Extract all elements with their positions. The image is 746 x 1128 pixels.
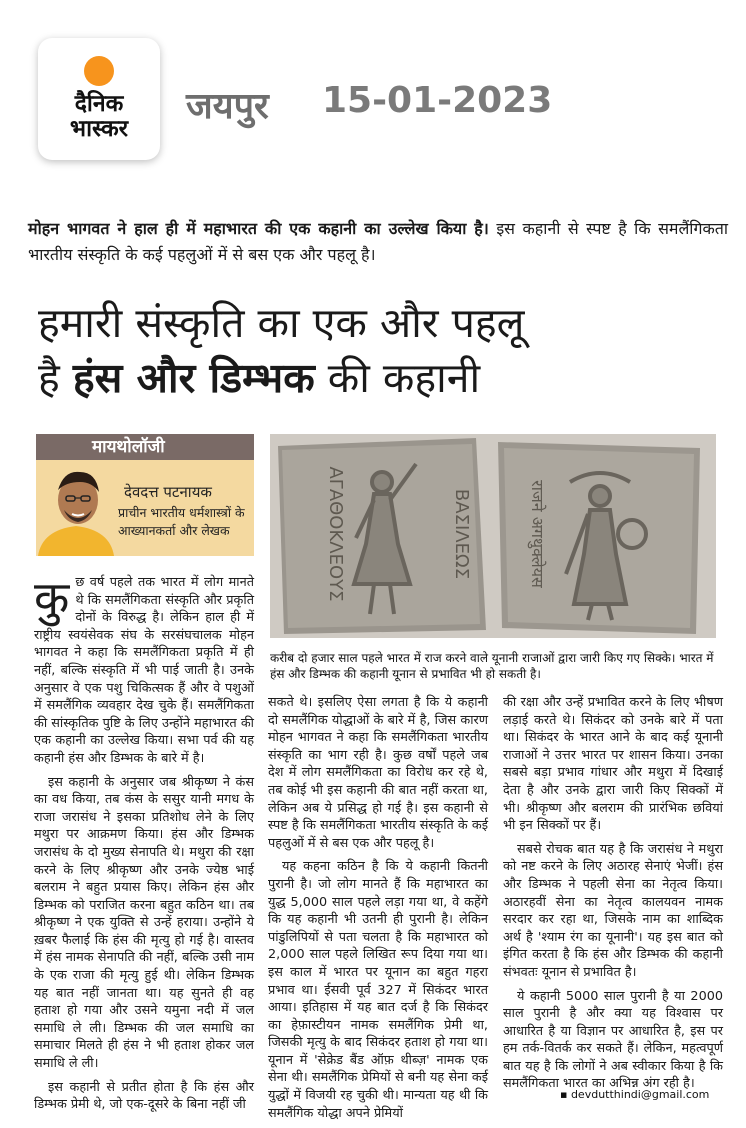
coin-photo [270, 434, 716, 638]
intro-rest: इस कहानी से स्पष्ट है कि समलैंगिकता भारतीय संस्कृति के कई पहलुओं में से बस एक और पहलू है। [28, 219, 729, 264]
paragraph: ये कहानी 5000 साल पुरानी है या 2000 साल पुरानी है और क्या यह विश्वास पर आधारित है या विज्ञान पर आधारित है, इस पर हम तर्क-वितर्क कर सकते हैं। लेकिन, महत्वपूर्ण बात यह है कि लोगों ने अब स्वीकार किया है कि समलैंगिकता भारत का अभिन्न अंग रही है। [503, 988, 723, 1092]
edition-city: जयपुर [186, 86, 269, 127]
email-icon: ▪ [560, 1088, 571, 1101]
headline-line2-pre: है [38, 354, 73, 402]
headline-line2-post: की कहानी [314, 354, 481, 402]
paragraph: यह कहना कठिन है कि ये कहानी कितनी पुरानी है। जो लोग मानते हैं कि महाभारत का युद्ध 5,000 साल पहले लड़ा गया था, वे कहेंगे कि यह कहानी भी उतनी ही पुरानी है। लेकिन पांडुलिपियों से पता चलता है कि महाभारत को 2,000 साल पहले लिखित रूप दिया गया था। इस काल में भारत पर यूनान का बहुत गहरा प्रभाव था। ईसवी पूर्व 327 में सिकंदर भारत आया। इतिहास में यह बात दर्ज है कि सिकंदर का हेफ़ास्टीयन नामक समलैंगिक प्रेमी था, जिसकी मृत्यु के बाद सिकंदर हताश हो गया था। यूनान में 'सेक्रेड बैंड ऑफ़ थीब्ज़' नामक एक सेना थी। समलैंगिक प्रेमियों से बनी यह सेना कई युद्धों में विजयी रह चुकी थी। मान्यता यह थी कि समलैंगिक योद्धा अपने प्रेमियों [268, 859, 488, 1121]
paragraph: की रक्षा और उन्हें प्रभावित करने के लिए भीषण लड़ाई करते थे। सिकंदर को उनके बारे में पता था। सिकंदर के भारत आने के बाद कई यूनानी राजाओं ने उत्तर भारत पर शासन किया। उनका सबसे बड़ा प्रभाव गांधार और मथुरा में दिखाई देता है और उनके द्वारा जारी किए सिक्कों में भी। श्रीकृष्ण और बलराम की प्रारंभिक छवियां भी इन सिक्कों पर हैं। [503, 695, 723, 834]
coin-right-legend: राजने अगथुक्लेयस [528, 480, 547, 588]
author-email [560, 1088, 709, 1101]
paragraph: सबसे रोचक बात यह है कि जरासंध ने मथुरा को नष्ट करने के लिए अठारह सेनाएं भेजीं। हंस और डिम्भक ने पहली सेना का नेतृत्व किया। अठारहवीं सेना का नेतृत्व कालयवन नामक सरदार कर रहा था, जिसके नाम का शाब्दिक अर्थ है 'श्याम रंग का यूनानी'। यह इस बात को इंगित करता है कि हंस और डिम्भक की कहानी संभवतः यूनान से प्रभावित है। [503, 841, 723, 980]
intro-paragraph [28, 216, 728, 268]
paragraph: इस कहानी के अनुसार जब श्रीकृष्ण ने कंस का वध किया, तब कंस के ससुर यानी मगध के राजा जरासंध ने इसका प्रतिशोध लेने के लिए मथुरा पर आक्रमण किया। हंस और डिम्भक जरासंध के दो मुख्य सेनापति थे। मथुरा की रक्षा करने के लिए श्रीकृष्ण और उनके ज्येष्ठ भाई बलराम ने बहुत प्रयास किए। लेकिन हंस और डिम्भक को पराजित करना बहुत कठिन था। तब श्रीकृष्ण ने एक युक्ति से उन्हें हराया। उन्होंने ये ख़बर फैलाई कि हंस की मृत्यु हो गई है। वास्तव में हंस नामक सेनापति की नहीं, बल्कि उसी नाम के एक राजा की मृत्यु हुई थी। लेकिन डिम्भक यह बात नहीं जानता था। यह सुनते ही वह हताश हो गया और उसने यमुना नदी में जल समाधि ले ली। डिम्भक की जल समाधि का समाचार मिलते ही हंस ने भी हताश होकर जल समाधि ले ली। [34, 774, 254, 1072]
paragraph: इस कहानी से प्रतीत होता है कि हंस और डिम्भक प्रेमी थे, जो एक-दूसरे के बिना नहीं जी [34, 1079, 254, 1113]
coin-left-legend: ΑΓΑΘΟΚΛΕΟΥΣ [325, 466, 346, 602]
paragraph-text: छ वर्ष पहले तक भारत में लोग मानते थे कि समलैंगिकता संस्कृति और प्रकृति दोनों के विरुद्ध है। लेकिन हाल ही में राष्ट्रीय स्वयंसेवक संघ के सरसंघचालक मोहन भागवत ने कहा कि समलैंगिकता प्रकृति में ही नहीं, बल्कि संस्कृति में भी पाई जाती है। उनके अनुसार वे एक पशु चिकित्सक हैं और वे पशुओं में समलैंगिक व्यवहार देख चुके हैं। समलैंगिकता की सांस्कृतिक पुष्टि के लिए उन्होंने महाभारत की एक कहानी का उल्लेख किया। सभा पर्व की यह कहानी हंस और डिम्भक के बारे में है। [34, 575, 254, 766]
intro-bold: मोहन भागवत ने हाल ही में महाभारत की एक कहानी का उल्लेख किया है। [28, 219, 489, 238]
headline-line2-bold: हंस और डिम्भक [72, 354, 315, 402]
email-text: devdutthindi@gmail.com [570, 1088, 710, 1101]
headline-line1: हमारी संस्कृति का एक और पहलू [38, 299, 525, 347]
logo-text-line2: भास्कर [69, 116, 129, 142]
sun-icon [84, 56, 114, 86]
body-column-3 [503, 694, 723, 1099]
body-column-2 [268, 694, 488, 1128]
body-column-1 [34, 571, 254, 1120]
author-photo [36, 460, 116, 556]
paragraph: सकते थे। इसलिए ऐसा लगता है कि ये कहानी दो समलैंगिक योद्धाओं के बारे में है, जिस कारण मोहन भागवत ने कहा कि समलैंगिकता भारतीय संस्कृति का भाग रही है। कुछ वर्षों पहले जब देश में लोग समलैंगिकता का विरोध कर रहे थे, तब कोई भी इस कहानी की बात नहीं करता था, लेकिन अब ये प्रसिद्ध हो गई है। इस कहानी से स्पष्ट है कि समलैंगिकता भारतीय संस्कृति के कई पहलुओं में से बस एक और पहलू है। [268, 695, 488, 851]
coin-caption: करीब दो हजार साल पहले भारत में राज करने वाले यूनानी राजाओं द्वारा जारी किए गए सिक्के। भारत में हंस और डिम्भक की कहानी यूनान से प्रभावित भी हो सकती है। [270, 651, 714, 681]
logo-text-line1: दैनिक [74, 91, 124, 117]
column-label: मायथोलॉजी [36, 434, 254, 460]
paragraph [34, 571, 254, 768]
author-name: देवदत्त पटनायक [124, 483, 212, 501]
coin-left-legend2: ΒΑΣΙΛΕΩΣ [451, 488, 472, 580]
drop-cap: कु [34, 571, 70, 625]
author-description: प्राचीन भारतीय धर्मशास्त्रों के आख्यानकर्ता और लेखक [118, 505, 245, 538]
headline [38, 296, 728, 406]
edition-date: 15-01-2023 [322, 80, 553, 121]
